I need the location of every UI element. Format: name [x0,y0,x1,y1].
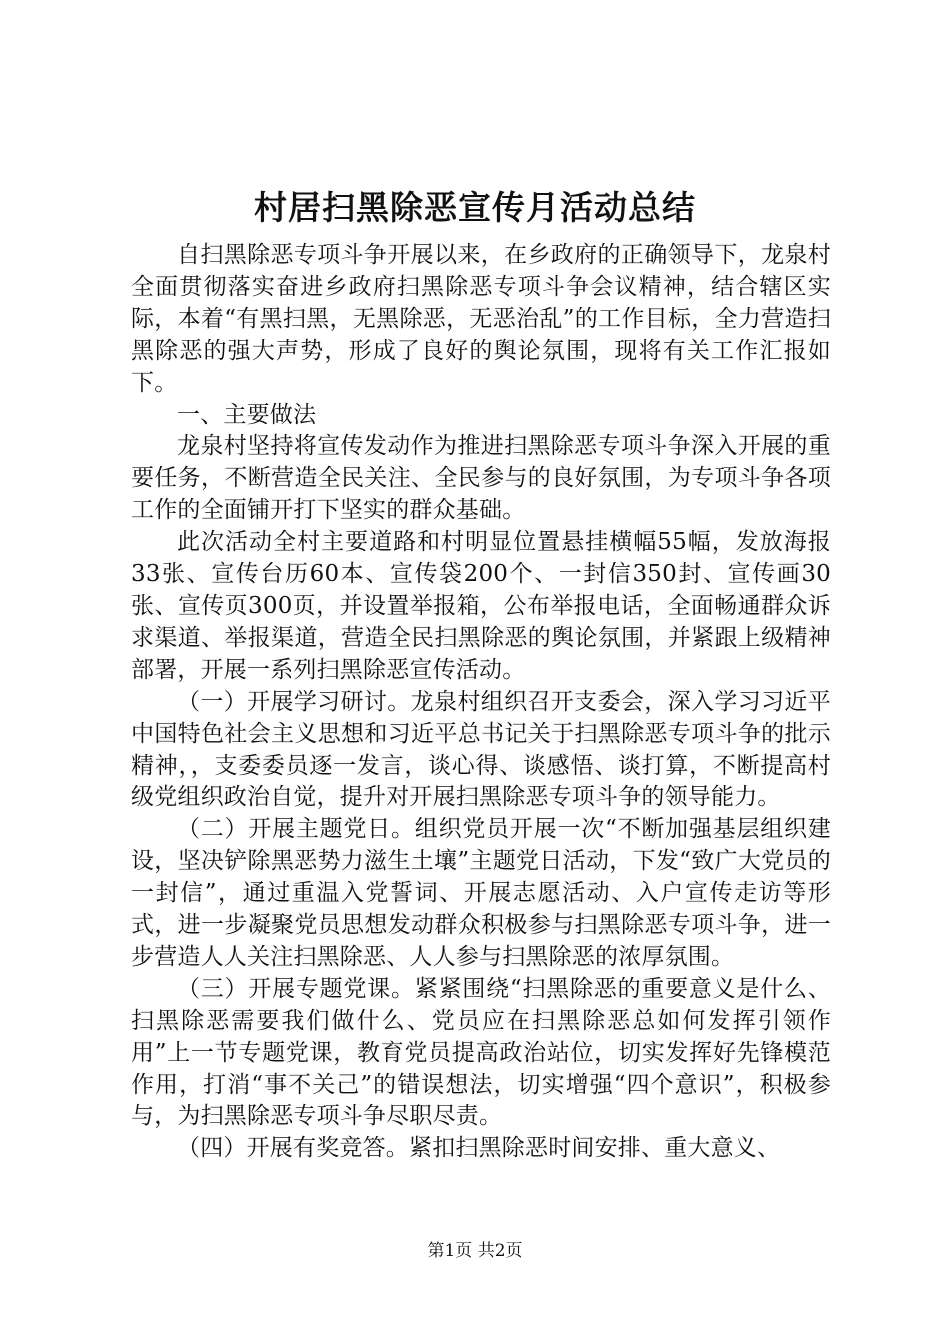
paragraph-intro: 自扫黑除恶专项斗争开展以来，在乡政府的正确领导下，龙泉村全面贯彻落实奋进乡政府扫黑除恶专项斗争会议精神，结合辖区实际，本着“有黑扫黑，无黑除恶，无恶治乱”的工作目标，全力营造扫黑除恶的强大声势，形成了良好的舆论氛围，现将有关工作汇报如下。 [131,242,831,396]
paragraph-quiz: （四）开展有奖竞答。紧扣扫黑除恶时间安排、重大意义、 [177,1135,781,1162]
document-body [131,240,831,1165]
page-footer: 第1页 共2页 [427,1241,523,1261]
paragraph-party-day: （二）开展主题党日。组织党员开展一次“不断加强基层组织建设，坚决铲除黑恶势力滋生土壤”主题党日活动，下发“致广大党员的一封信”，通过重温入党誓词、开展志愿活动、入户宣传走访等形式，进一步凝聚党员思想发动群众积极参与扫黑除恶专项斗争，进一步营造人人关注扫黑除恶、人人参与扫黑除恶的浓厚氛围。 [131,816,831,970]
document-title: 村居扫黑除恶宣传月活动总结 [254,188,696,227]
paragraph-party-lecture: （三）开展专题党课。紧紧围绕“扫黑除恶的重要意义是什么、扫黑除恶需要我们做什么、党员应在扫黑除恶总如何发挥引领作用”上一节专题党课，教育党员提高政治站位，切实发挥好先锋模范作用，打消“事不关己”的错误想法，切实增强“四个意识”，积极参与，为扫黑除恶专项斗争尽职尽责。 [131,975,831,1130]
paragraph-study-seminar: （一）开展学习研讨。龙泉村组织召开支委会，深入学习习近平中国特色社会主义思想和习近平总书记关于扫黑除恶专项斗争的批示精神，，支委委员逐一发言，谈心得、谈感悟、谈打算，不断提高村级党组织政治自觉，提升对开展扫黑除恶专项斗争的领导能力。 [131,688,831,811]
paragraph-activity-stats: 此次活动全村主要道路和村明显位置悬挂横幅55幅，发放海报33张、宣传台历60本、宣传袋200个、一封信350封、宣传画30张、宣传页300页，并设置举报箱，公布举报电话，全面畅通群众诉求渠道、举报渠道，营造全民扫黑除恶的舆论氛围，并紧跟上级精神部署，开展一系列扫黑除恶宣传活动。 [131,529,831,683]
paragraph-publicity: 龙泉村坚持将宣传发动作为推进扫黑除恶专项斗争深入开展的重要任务，不断营造全民关注、全民参与的良好氛围，为专项斗争各项工作的全面铺开打下坚实的群众基础。 [131,433,831,524]
section-heading-main-practices: 一、主要做法 [177,401,317,428]
